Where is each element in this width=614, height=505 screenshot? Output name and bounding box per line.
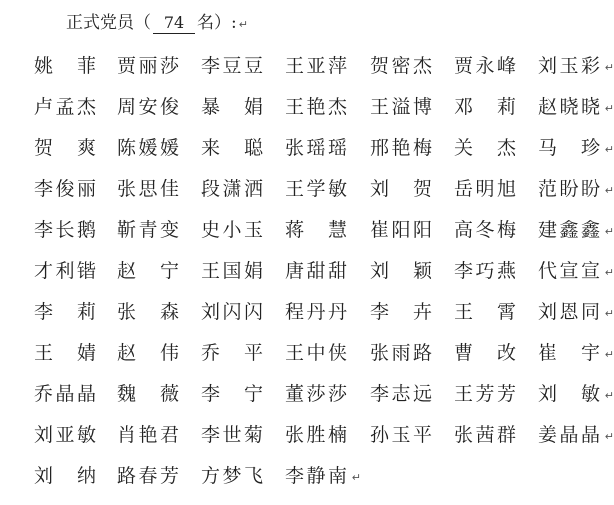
member-name: 王 艳 杰 <box>285 96 347 118</box>
member-name: 张 思 佳 <box>117 178 179 200</box>
member-name: 李 静 南 ↵ <box>285 460 347 492</box>
member-name: 姜 晶 晶 ↵ <box>538 419 600 451</box>
line-end-mark-icon: ↵ <box>604 307 614 320</box>
member-name: 岳 明 旭 <box>454 178 516 200</box>
member-name: 路 春 芳 <box>117 465 179 487</box>
name-row <box>34 255 614 296</box>
member-name: 曹 改 <box>454 342 516 364</box>
member-name: 王 霄 <box>454 301 516 323</box>
line-end-mark-icon: ↵ <box>604 430 614 443</box>
member-name: 高 冬 梅 <box>454 219 516 241</box>
name-row <box>34 419 614 460</box>
member-name: 魏 薇 <box>117 383 179 405</box>
line-end-mark-icon: ↵ <box>604 143 614 156</box>
member-name: 贺 爽 <box>34 137 96 159</box>
member-name: 刘 纳 <box>34 465 96 487</box>
member-name: 赵 伟 <box>117 342 179 364</box>
line-end-mark-icon: ↵ <box>604 184 614 197</box>
member-name: 贾 永 峰 <box>454 55 516 77</box>
member-name: 刘 闪 闪 <box>201 301 263 323</box>
member-name: 刘 玉 彩 ↵ <box>538 50 600 82</box>
member-name: 张 茜 群 <box>454 424 516 446</box>
member-name: 来 聪 <box>201 137 263 159</box>
member-name: 乔 晶 晶 <box>34 383 96 405</box>
member-name: 程 丹 丹 <box>285 301 347 323</box>
member-count-value: 74 <box>163 13 185 32</box>
member-name: 刘 恩 同 ↵ <box>538 296 600 328</box>
member-name: 刘 敏 ↵ <box>538 378 600 410</box>
paragraph-mark-icon: ↵ <box>238 18 248 31</box>
member-name: 贾 丽 莎 <box>117 55 179 77</box>
member-name: 段 潇 洒 <box>201 178 263 200</box>
name-row <box>34 50 614 91</box>
member-name: 李 巧 燕 <box>454 260 516 282</box>
member-name: 李 志 远 <box>370 383 432 405</box>
name-row <box>34 91 614 132</box>
member-name: 李 宁 <box>201 383 263 405</box>
member-name: 邓 莉 <box>454 96 516 118</box>
member-name: 王 亚 萍 <box>285 55 347 77</box>
member-name: 李 卉 <box>370 301 432 323</box>
member-name: 马 珍 ↵ <box>538 132 600 164</box>
member-count-heading <box>66 10 248 36</box>
name-row <box>34 173 614 214</box>
member-name: 李 俊 丽 <box>34 178 96 200</box>
member-name: 关 杰 <box>454 137 516 159</box>
line-end-mark-icon: ↵ <box>604 102 614 115</box>
member-name: 李 世 菊 <box>201 424 263 446</box>
member-name: 刘 颖 <box>370 260 432 282</box>
member-name: 崔 宇 ↵ <box>538 337 600 369</box>
member-name: 方 梦 飞 <box>201 465 263 487</box>
heading-label: 正式党员（ <box>66 13 151 33</box>
member-name: 董 莎 莎 <box>285 383 347 405</box>
member-name: 王 学 敏 <box>285 178 347 200</box>
member-name: 才 利 锴 <box>34 260 96 282</box>
member-name: 暴 娟 <box>201 96 263 118</box>
member-name: 代 宣 宣 ↵ <box>538 255 600 287</box>
name-row <box>34 378 614 419</box>
member-name: 建 鑫 鑫 ↵ <box>538 214 600 246</box>
member-name: 赵 晓 晓 ↵ <box>538 91 600 123</box>
name-row <box>34 460 607 501</box>
member-name: 王 溢 博 <box>370 96 432 118</box>
name-row <box>34 296 614 337</box>
member-name: 蒋 慧 <box>285 219 347 241</box>
member-name: 靳 青 变 <box>117 219 179 241</box>
member-name: 刘 贺 <box>370 178 432 200</box>
member-name: 赵 宁 <box>117 260 179 282</box>
member-name: 唐 甜 甜 <box>285 260 347 282</box>
line-end-mark-icon: ↵ <box>351 471 361 484</box>
name-row <box>34 214 614 255</box>
member-name-list <box>34 50 614 501</box>
member-name: 李 长 鹅 <box>34 219 96 241</box>
member-name: 邢 艳 梅 <box>370 137 432 159</box>
line-end-mark-icon: ↵ <box>604 225 614 238</box>
member-name: 周 安 俊 <box>117 96 179 118</box>
member-name: 张 瑶 瑶 <box>285 137 347 159</box>
heading-suffix: 名）: <box>197 13 237 33</box>
member-name: 张 雨 路 <box>370 342 432 364</box>
member-count-field <box>153 13 195 34</box>
member-name: 姚 菲 <box>34 55 96 77</box>
member-name: 卢 孟 杰 <box>34 96 96 118</box>
line-end-mark-icon: ↵ <box>604 389 614 402</box>
member-name: 孙 玉 平 <box>370 424 432 446</box>
line-end-mark-icon: ↵ <box>604 348 614 361</box>
member-name: 李 豆 豆 <box>201 55 263 77</box>
member-name: 肖 艳 君 <box>117 424 179 446</box>
member-name: 乔 平 <box>201 342 263 364</box>
member-name: 崔 阳 阳 <box>370 219 432 241</box>
member-name: 王 国 娟 <box>201 260 263 282</box>
name-row <box>34 132 614 173</box>
member-name: 陈 媛 媛 <box>117 137 179 159</box>
member-name: 范 盼 盼 ↵ <box>538 173 600 205</box>
member-name: 王 中 侠 <box>285 342 347 364</box>
member-name: 张 胜 楠 <box>285 424 347 446</box>
line-end-mark-icon: ↵ <box>604 61 614 74</box>
member-name: 刘 亚 敏 <box>34 424 96 446</box>
member-name: 李 莉 <box>34 301 96 323</box>
member-name: 史 小 玉 <box>201 219 263 241</box>
member-name: 王 芳 芳 <box>454 383 516 405</box>
line-end-mark-icon: ↵ <box>604 266 614 279</box>
member-name: 王 婧 <box>34 342 96 364</box>
name-row <box>34 337 614 378</box>
member-name: 贺 密 杰 <box>370 55 432 77</box>
member-name: 张 森 <box>117 301 179 323</box>
